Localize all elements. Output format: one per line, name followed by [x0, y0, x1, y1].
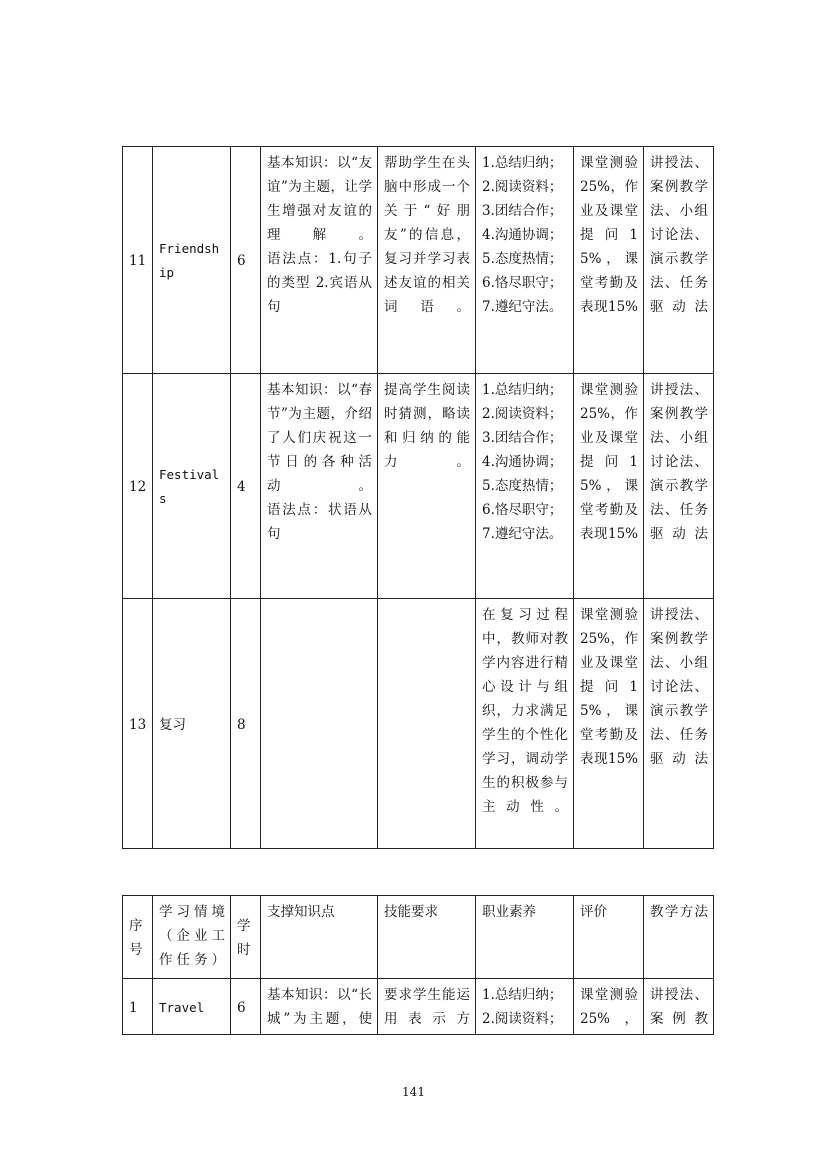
header-class-hours: 学时: [231, 896, 261, 979]
teaching-methods: 讲授法、案例教学法、小组讨论法、演示教学法、任务驱动法: [644, 374, 714, 599]
evaluation: 课堂测验25%，作业及课堂提问15%，课堂考勤及表现15%: [574, 599, 644, 849]
header-skill-requirements: 技能要求: [378, 896, 476, 979]
evaluation: 课堂测验25%，作业及课堂提问15%，课堂考勤及表现15%: [574, 374, 644, 599]
table-header-row: [123, 896, 714, 979]
supporting-knowledge: 基本知识：以“春节”为主题，介绍了人们庆祝这一节日的各种活动。 语法点：状语从句: [261, 374, 378, 599]
header-evaluation: 评价: [574, 896, 644, 979]
class-hours: 4: [231, 374, 261, 599]
row-number: 12: [123, 374, 153, 599]
learning-scenario: Friendsh ip: [153, 147, 231, 374]
learning-scenario: 复习: [153, 599, 231, 849]
teaching-methods: 讲授法、案例教: [644, 979, 714, 1035]
evaluation: 课堂测验25%，作业及课堂提问15%，课堂考勤及表现15%: [574, 147, 644, 374]
supporting-knowledge: 基本知识：以“长城”为主题，使: [261, 979, 378, 1035]
professional-quality: 在复习过程中，教师对教学内容进行精心设计与组织，力求满足学生的个性化学习，调动学生的积极参与主动性。: [476, 599, 574, 849]
professional-quality: 1.总结归纳； 2.阅读资料；: [476, 979, 574, 1035]
row-number: 13: [123, 599, 153, 849]
course-table: [122, 895, 714, 1035]
teaching-methods: 讲授法、案例教学法、小组讨论法、演示教学法、任务驱动法: [644, 147, 714, 374]
learning-scenario: Travel: [153, 979, 231, 1035]
header-number: 序号: [123, 896, 153, 979]
supporting-knowledge: [261, 599, 378, 849]
professional-quality: 1.总结归纳； 2.阅读资料； 3.团结合作； 4.沟通协调； 5.态度热情； 6.恪尽职守； 7.遵纪守法。: [476, 374, 574, 599]
skill-requirements: 提高学生阅读时猜测，略读和归纳的能力。: [378, 374, 476, 599]
skill-requirements: 要求学生能运用表示方: [378, 979, 476, 1035]
header-professional-quality: 职业素养: [476, 896, 574, 979]
class-hours: 6: [231, 147, 261, 374]
class-hours: 8: [231, 599, 261, 849]
skill-requirements: [378, 599, 476, 849]
skill-requirements: 帮助学生在头脑中形成一个关于“好朋友”的信息，复习并学习表述友谊的相关词语。: [378, 147, 476, 374]
table-row: [123, 147, 714, 374]
supporting-knowledge: 基本知识：以“友谊”为主题，让学生增强对友谊的理解。 语法点：1.句子的类型 2.宾语从句: [261, 147, 378, 374]
table-row: [123, 374, 714, 599]
evaluation: 课堂测验25%，: [574, 979, 644, 1035]
course-table-continued: [122, 146, 714, 849]
header-teaching-methods: 教学方法: [644, 896, 714, 979]
table-row: [123, 599, 714, 849]
row-number: 1: [123, 979, 153, 1035]
header-supporting-knowledge: 支撑知识点: [261, 896, 378, 979]
class-hours: 6: [231, 979, 261, 1035]
header-learning-scenario: 学习情境（企业工作任务）: [153, 896, 231, 979]
teaching-methods: 讲授法、案例教学法、小组讨论法、演示教学法、任务驱动法: [644, 599, 714, 849]
page-number: 141: [402, 1085, 425, 1099]
learning-scenario: Festival s: [153, 374, 231, 599]
table-row: [123, 979, 714, 1035]
professional-quality: 1.总结归纳； 2.阅读资料； 3.团结合作； 4.沟通协调； 5.态度热情； 6.恪尽职守； 7.遵纪守法。: [476, 147, 574, 374]
row-number: 11: [123, 147, 153, 374]
